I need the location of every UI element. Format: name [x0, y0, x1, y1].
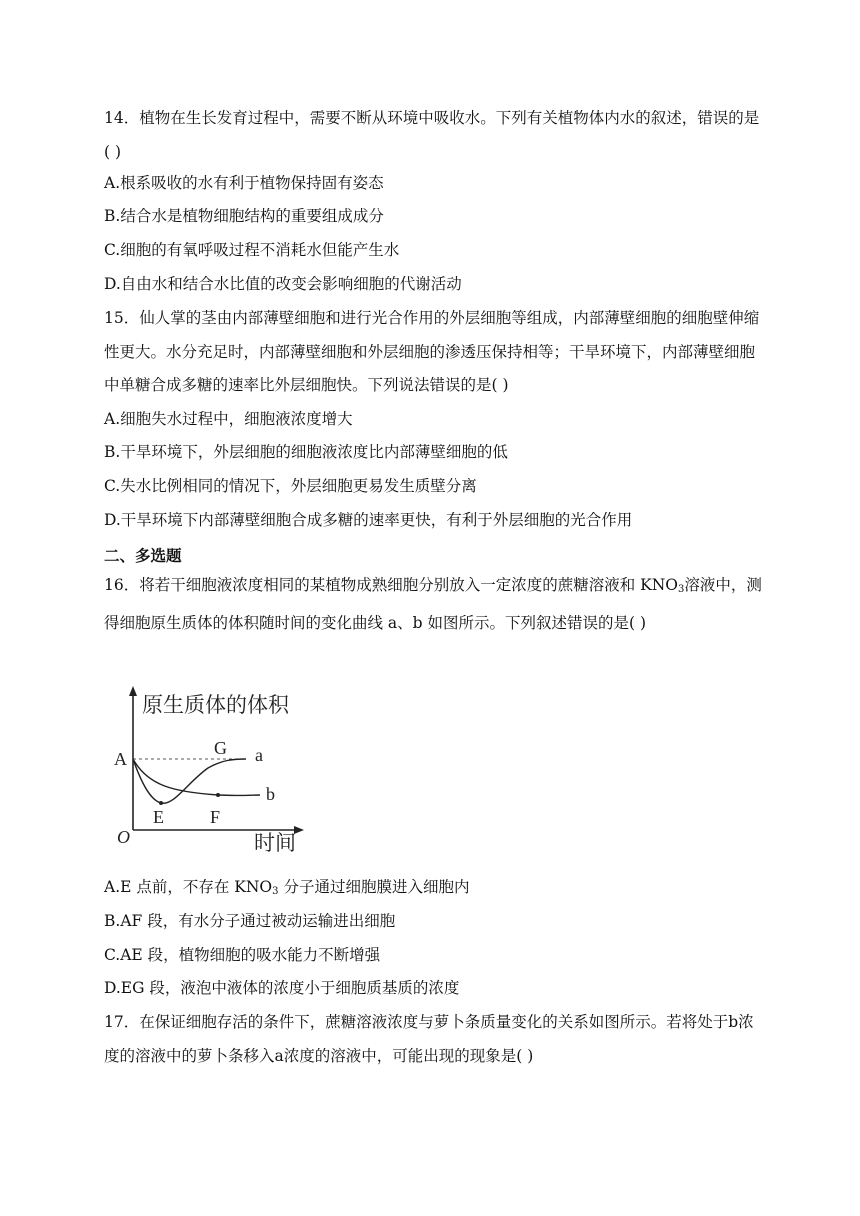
section-heading: 二、多选题: [104, 547, 182, 565]
question-14-stem: 14．植物在生长发育过程中，需要不断从环境中吸收水。下列有关植物体内水的叙述，错误的是( ): [104, 109, 760, 161]
question-15-option-a: A.细胞失水过程中，细胞液浓度增大: [104, 410, 353, 428]
question-15-option-d: D.干旱环境下内部薄壁细胞合成多糖的速率更快，有利于外层细胞的光合作用: [104, 511, 633, 529]
question-14-option-c: C.细胞的有氧呼吸过程不消耗水但能产生水: [104, 241, 400, 259]
question-17-stem: 17．在保证细胞存活的条件下，蔗糖溶液浓度与萝卜条质量变化的关系如图所示。若将处于b浓度的溶液中的萝卜条移入a浓度的溶液中，可能出现的现象是( ): [104, 1013, 754, 1065]
question-16-option-a-subscript: 3: [272, 886, 279, 897]
question-15-stem: 15．仙人掌的茎由内部薄壁细胞和进行光合作用的外层细胞等组成，内部薄壁细胞的细胞壁伸缩性更大。水分充足时，内部薄壁细胞和外层细胞的渗透压保持相等；干旱环境下，内部薄壁细胞中单糖合成多糖的速率比外层细胞快。下列说法错误的是( ): [104, 309, 760, 394]
protoplast-volume-graph: [108, 682, 328, 860]
question-16-option-c: C.AE 段，植物细胞的吸水能力不断增强: [104, 946, 381, 964]
point-f-marker: [216, 793, 220, 797]
y-axis-label: 原生质体的体积: [142, 693, 289, 717]
question-16-stem-subscript: 3: [678, 584, 685, 595]
question-16-stem-part1: 16．将若干细胞液浓度相同的某植物成熟细胞分别放入一定浓度的蔗糖溶液和 KNO: [104, 576, 679, 594]
question-15-option-b: B.干旱环境下，外层细胞的细胞液浓度比内部薄壁细胞的低: [104, 443, 508, 461]
protoplast-volume-figure: [108, 682, 328, 860]
point-g-label: G: [214, 738, 227, 758]
origin-label: O: [117, 827, 130, 847]
x-axis-label: 时间: [254, 831, 296, 855]
question-16-option-a-part1: A.E 点前，不存在 KNO: [104, 878, 273, 896]
question-16-option-d: D.EG 段，液泡中液体的浓度小于细胞质基质的浓度: [104, 979, 460, 997]
point-f-label: F: [210, 807, 221, 827]
curve-b-label: b: [266, 784, 275, 804]
question-16-option-b: B.AF 段，有水分子通过被动运输进出细胞: [104, 912, 396, 930]
y-axis-arrow: [129, 686, 137, 696]
question-14-option-a: A.根系吸收的水有利于植物保持固有姿态: [104, 174, 384, 192]
question-14-option-b: B.结合水是植物细胞结构的重要组成成分: [104, 207, 384, 225]
question-16-stem: [104, 569, 764, 640]
question-16-option-a-part2: 分子通过细胞膜进入细胞内: [278, 878, 470, 896]
question-16-stem-part2: 溶液中，测得细胞原生质体的体积随时间的变化曲线 a、b 如图所示。下列叙述错误的是( ): [104, 576, 762, 632]
question-14-option-d: D.自由水和结合水比值的改变会影响细胞的代谢活动: [104, 275, 462, 293]
question-16-option-a: [104, 871, 469, 908]
point-e-label: E: [153, 807, 164, 827]
point-e-marker: [159, 801, 163, 805]
point-a-label: A: [114, 749, 127, 769]
question-15-option-c: C.失水比例相同的情况下，外层细胞更易发生质壁分离: [104, 477, 477, 495]
curve-a: [133, 759, 246, 803]
curve-a-label: a: [255, 745, 263, 765]
